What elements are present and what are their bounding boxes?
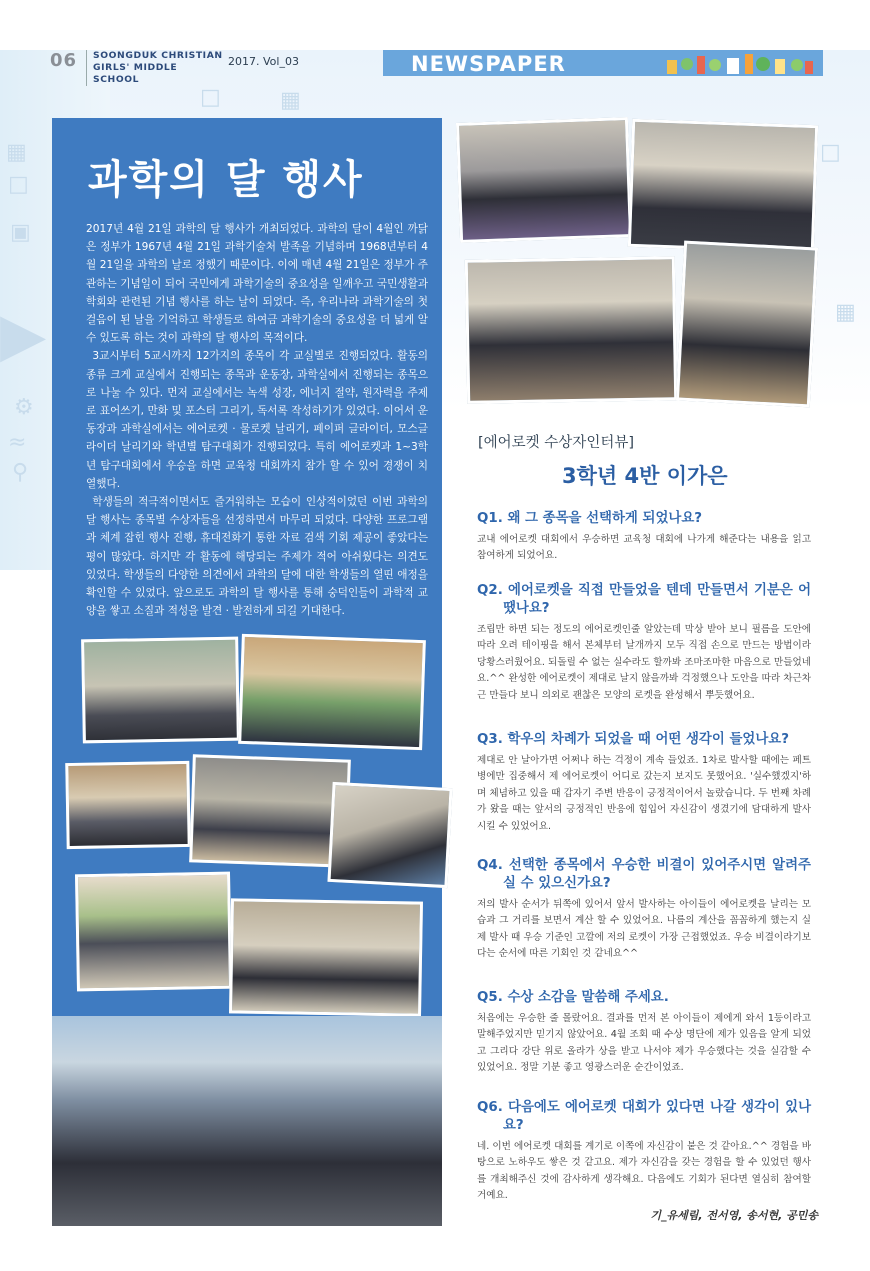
answer-text: 네. 이번 에어로켓 대회를 계기로 이쪽에 자신감이 붙은 것 같아요.^^ 경험을 바탕으로 노하우도 쌓은 것 같고요. 제가 자신감을 갖는 경험을 할 수 있었던 행사를 개최해주신 것에 감사하게 생각해요. 다음에도 기회가 된다면 열심히 참여할 거예요. [477,1141,811,1202]
photo-classroom-poster [238,634,426,750]
photo-field-launch [75,872,232,992]
article-paragraph: 3교시부터 5교시까지 12가지의 종목이 각 교실별로 진행되었다. 활동의 종류 크게 교실에서 진행되는 종목과 운동장, 과학실에서 진행되는 종목으로 나눌 수 있다. 먼저 교실에서는 녹색 성장, 에너지 절약, 원자력을 주제로 표어쓰기, 만화 및 포스터 그리기, 독서록 작성하기가 있었다. 이어서 운동장과 과학실에서는 에어로켓 · 물로켓 날리기, 페이퍼 글라이더, 모스글라이더 날리기와 학년별 탐구대회가 진행되었다. 특히 에어로켓과 1~3학년 탐구대회에서 우승을 하면 교육청 대회까지 참가 할 수 있어 경쟁이 치열했다. [86,350,428,490]
chart-icon: ▦ [280,88,301,113]
school-name [86,50,225,86]
photo-group [52,1016,442,1226]
question [477,582,811,618]
photo-student-drawing [229,898,423,1016]
question-text: Q6. 다음에도 에어로켓 대회가 있다면 나갈 생각이 있나요? [477,1100,811,1133]
volume-label: 2017. Vol_03 [228,55,299,68]
play-icon: ▶ [0,300,47,370]
answer-text: 저의 발사 순서가 뒤쪽에 있어서 앞서 발사하는 아이들이 에어로켓을 날리는 모습과 그 거리를 보면서 계산 할 수 있었어요. 나름의 계산을 꼼꼼하게 했는지 실제 발사 때 우승 기준인 고깔에 저의 로켓이 가장 근접했었죠. 우승 비결이라기보다는 순서에 따른 기회인 것 같네요^^ [477,899,811,960]
article-paragraph: 학생들의 적극적이면서도 즐거워하는 모습이 인상적이었던 이번 과학의 달 행사는 종목별 수상자들을 선정하면서 마무리 되었다. 다양한 프로그램과 체계 잡힌 행사 진행, 휴대전화기 통한 자료 검색 기회 제공이 좋았다는 평이 많았다. 하지만 각 활동에 해당되는 주제가 적어 아쉬웠다는 의견도 있었다. 학생들의 다양한 의견에서 과학의 달에 대한 학생들의 열띤 애정을 확인할 수 있었다. 앞으로도 과학의 달 행사를 통해 숭덕인들이 과학적 교양을 쌓고 소질과 적성을 발견 · 발전하게 되길 기대한다. [86,496,428,618]
answer-text: 제대로 안 날아가면 어쩌나 하는 걱정이 계속 들었죠. 1차로 발사할 때에는 페트병에만 집중해서 제 에어로켓이 어디로 갔는지 보지도 못했어요. '실수했겠지'하며 체념하고 있을 때 갑자기 주변 반응이 긍정적이어서 놀랐습니다. 두 번째 차례가 왔을 때는 앞서의 긍정적인 반응에 힘입어 자신감이 생겼기에 담대하게 발사시킬 수 있었어요. [477,755,811,832]
gear-icon: ⚙ [14,395,34,420]
monitor-icon: □ [820,140,841,165]
school-name-line1: SOONGDUK CHRISTIAN [93,50,223,61]
school-name-line2: GIRLS' MIDDLE SCHOOL [93,62,178,85]
answer-text: 처음에는 우승한 줄 몰랐어요. 결과를 먼저 본 아이들이 제에게 와서 1등이라고 말해주었지만 믿기지 않았어요. 4월 조회 때 수상 명단에 제가 있음을 알게 되었고 그리다 강단 위로 올라가 상을 받고 나서야 제가 우승했다는 것을 실감할 수 있었어요. 정말 기분 좋고 영광스러운 순간이었죠. [477,1013,811,1074]
article-title: 과학의 달 행사 [88,156,364,203]
photo-rocket-launch-teacher [81,637,240,744]
masthead-title: NEWSPAPER [411,52,566,76]
question [477,731,811,749]
masthead-bar [383,50,823,76]
answer-text: 조립만 하면 되는 정도의 에어로켓인줄 알았는데 막상 받아 보니 필름을 도안에 따라 오려 테이핑을 해서 본체부터 날개까지 모두 직접 손으로 만드는 방법이라 당황스러웠어요. 되돌릴 수 없는 실수라도 할까봐 조마조마한 마음으로 만들었네요.^^ 완성한 에어로켓이 제대로 날지 않을까봐 걱정했으나 도안을 따라 차근차근 만들다 보니 의외로 괜찮은 모양의 로켓을 완성해서 뿌듯했어요. [477,624,811,701]
qa-item [477,582,811,704]
question-text: Q2. 에어로켓을 직접 만들었을 텐데 만들면서 기분은 어땠나요? [477,583,811,616]
question-text: Q3. 학우의 차례가 되었을 때 어떤 생각이 들었나요? [477,732,789,747]
photo-students-window [65,761,190,849]
chart-icon: ▦ [6,140,27,165]
qa-item [477,1099,811,1205]
answer-text: 교내 에어로켓 대회에서 우승하면 교육청 대회에 나가게 해준다는 내용을 읽고 참여하게 되었어요. [477,534,811,562]
monitor-icon: □ [200,85,221,110]
monitor-icon: □ [8,172,29,197]
magnifier-icon: ⚲ [12,460,29,485]
question-text: Q5. 수상 소감을 말씀해 주세요. [477,990,669,1005]
page-number: 06 [50,50,78,71]
article-body [86,220,428,620]
photo-schoolyard-students [189,754,351,867]
chart-icon: ▦ [835,300,856,325]
question [477,857,811,893]
interview-tag: [에어로켓 수상자인터뷰] [478,435,634,451]
reporter-credit: 기_유세림, 전서영, 송서현, 공민송 [650,1209,818,1222]
photo-students-rocket-bottles [628,119,818,253]
header [0,0,870,85]
photo-student-experiment [456,117,632,243]
qa-item [477,731,811,835]
photo-drawing-poster [327,782,452,888]
city-illustration [657,52,817,74]
question [477,510,811,528]
question-text: Q4. 선택한 종목에서 우승한 비결이 있어주시면 알려주실 수 있으신가요? [477,858,811,891]
interviewee-name: 3학년 4반 이가은 [562,464,728,488]
qa-item [477,989,811,1077]
question [477,1099,811,1135]
article-paragraph: 2017년 4월 21일 과학의 달 행사가 개최되었다. 과학의 달이 4월인 까닭은 정부가 1967년 4월 21일 과학기술처 발족을 기념하며 1968년부터 4월 21일을 과학의 날로 정했기 때문이다. 이에 매년 4월 21일은 정부가 주관하는 기념일이 되어 국민에게 과학기술의 중요성을 일깨우고 국민생활과 학회와 관련된 기념 행사를 하는 날이 되었다. 즉, 우리나라 과학기술의 첫 걸음이 된 날을 기억하고 학생들로 하여금 과학기술의 중요성을 더 넓게 알 수 있도록 하는 것이 과학의 달 행사의 목적이다. [86,223,428,345]
photo-student-hose [465,256,677,404]
wifi-icon: ≈ [8,430,27,455]
qa-item [477,857,811,963]
question-text: Q1. 왜 그 종목을 선택하게 되었나요? [477,511,703,526]
question [477,989,811,1007]
qa-item [477,510,811,565]
photo-student-gym [676,241,818,408]
briefcase-icon: ▣ [10,220,31,245]
